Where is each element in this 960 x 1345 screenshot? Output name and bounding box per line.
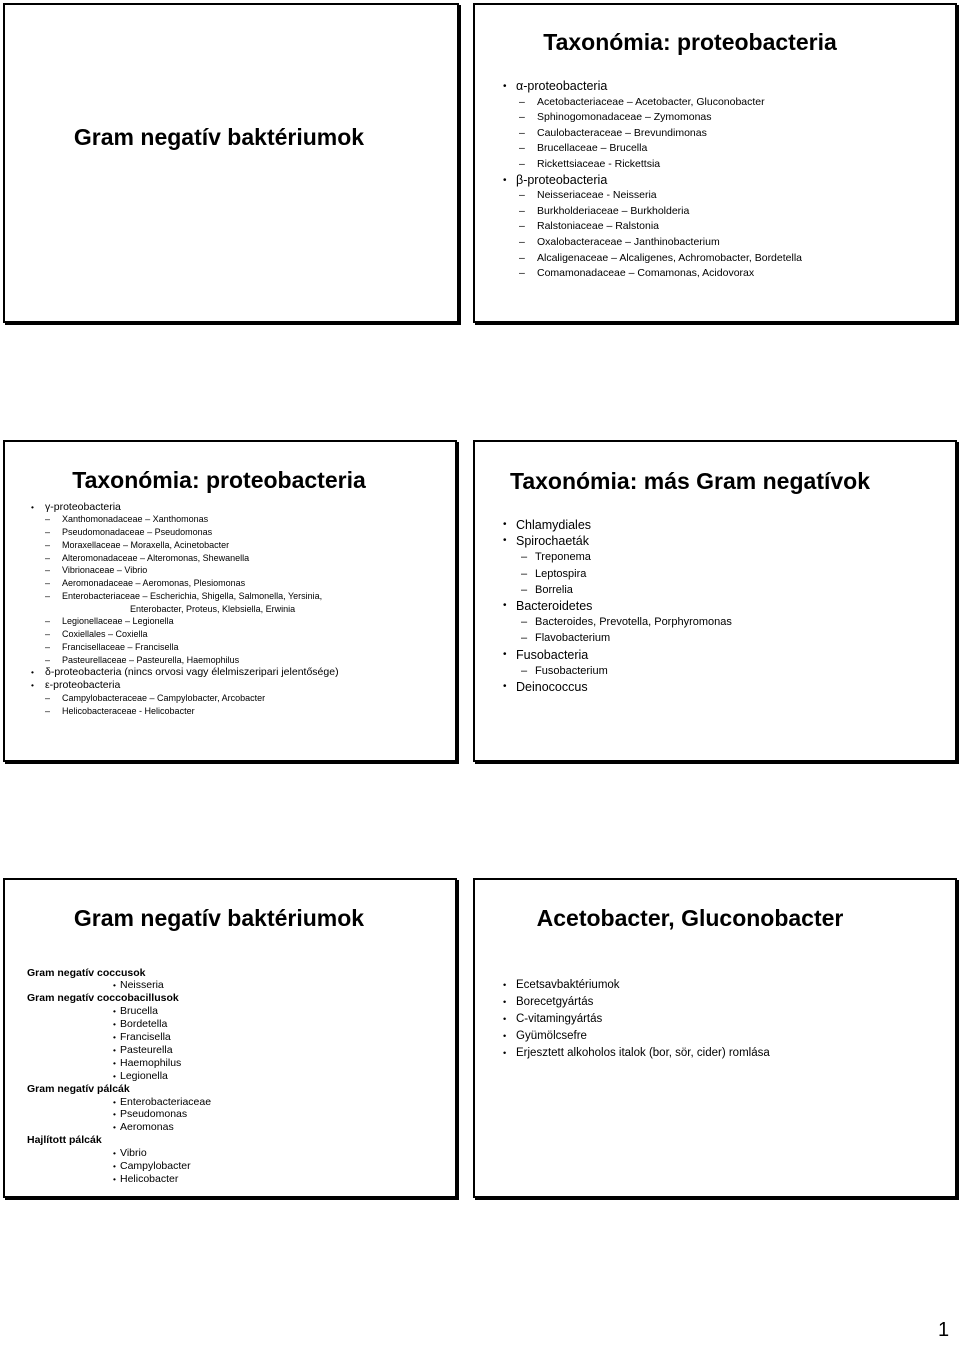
- sub-item: – Leptospira: [475, 566, 955, 582]
- bullet-item: • γ-proteobacteria: [5, 501, 455, 514]
- bullet-list: [475, 517, 955, 695]
- sub-item: – Francisellaceae – Francisella: [5, 641, 455, 654]
- sub-item: – Ralstoniaceae – Ralstonia: [475, 219, 955, 235]
- bullet-item: • Legionella: [5, 1070, 455, 1083]
- sub-item-continuation: Enterobacter, Proteus, Klebsiella, Erwinia: [130, 603, 296, 614]
- bullet-item: • ε-proteobacteria: [5, 679, 455, 692]
- sub-item: – Caulobacteraceae – Brevundimonas: [475, 126, 955, 142]
- sub-item: – Comamonadaceae – Comamonas, Acidovorax: [475, 266, 955, 282]
- bullet-item: • C-vitamingyártás: [475, 1011, 955, 1028]
- slide-6: [473, 878, 957, 1198]
- sub-item: – Borrelia: [475, 582, 955, 598]
- sub-item: – Rickettsiaceae - Rickettsia: [475, 157, 955, 173]
- bullet-item: • Spirochaeták: [475, 533, 955, 549]
- sub-item: – Fusobacterium: [475, 663, 955, 679]
- category-heading: Gram negatív coccobacillusok: [27, 992, 179, 1005]
- bullet-item: • Bacteroidetes: [475, 598, 955, 614]
- sub-item: – Aeromonadaceae – Aeromonas, Plesiomonas: [5, 577, 455, 590]
- slide-title: Gram negatív baktériumok: [73, 124, 365, 150]
- bullet-item: • Pseudomonas: [5, 1108, 455, 1121]
- sub-item: – Enterobacteriaceae – Escherichia, Shigella, Salmonella, Yersinia,: [5, 590, 455, 603]
- bullet-item: • Chlamydiales: [475, 517, 955, 533]
- bullet-item: • Helicobacter: [5, 1173, 455, 1186]
- category-heading: Gram negatív coccusok: [27, 966, 146, 979]
- sub-item: – Campylobacteraceae – Campylobacter, Arcobacter: [5, 692, 455, 705]
- bullet-item: • Enterobacteriaceae: [5, 1096, 455, 1109]
- bullet-item: • β-proteobacteria: [475, 173, 955, 189]
- sub-item: – Acetobacteriaceae – Acetobacter, Gluconobacter: [475, 95, 955, 111]
- slide-title: Acetobacter, Gluconobacter: [536, 905, 844, 931]
- slide-title: Taxonómia: proteobacteria: [72, 467, 366, 493]
- bullet-item: • Fusobacteria: [475, 647, 955, 663]
- sub-item: – Burkholderiaceae – Burkholderia: [475, 204, 955, 220]
- category-heading: Hajlított pálcák: [27, 1134, 102, 1147]
- bullet-item: • Bordetella: [5, 1018, 455, 1031]
- sub-item: – Alcaligenaceae – Alcaligenes, Achromobacter, Bordetella: [475, 251, 955, 267]
- bullet-list: [475, 977, 955, 1062]
- bullet-item: • Deinococcus: [475, 679, 955, 695]
- bullet-item: • Vibrio: [5, 1147, 455, 1160]
- slide-4: [473, 440, 957, 762]
- bullet-list: [5, 967, 455, 1186]
- bullet-item: • Neisseria: [5, 979, 455, 992]
- slide-5: [3, 878, 457, 1198]
- bullet-list: [5, 501, 455, 718]
- bullet-item: • Brucella: [5, 1005, 455, 1018]
- slide-1: [3, 3, 459, 323]
- sub-item: – Flavobacterium: [475, 630, 955, 646]
- sub-item: – Treponema: [475, 549, 955, 565]
- sub-item: – Neisseriaceae - Neisseria: [475, 188, 955, 204]
- slide-2: [473, 3, 957, 323]
- sub-item: – Xanthomonadaceae – Xanthomonas: [5, 513, 455, 526]
- bullet-item: • Ecetsavbaktériumok: [475, 977, 955, 994]
- sub-item: – Bacteroides, Prevotella, Porphyromonas: [475, 614, 955, 630]
- bullet-item: • α-proteobacteria: [475, 79, 955, 95]
- slide-3: [3, 440, 457, 762]
- sub-item: – Alteromonadaceae – Alteromonas, Shewanella: [5, 552, 455, 565]
- slide-title: Taxonómia: proteobacteria: [543, 29, 837, 55]
- sub-item: – Brucellaceae – Brucella: [475, 141, 955, 157]
- bullet-list: [475, 79, 955, 282]
- slide-title: Taxonómia: más Gram negatívok: [509, 468, 870, 494]
- bullet-item: • Francisella: [5, 1031, 455, 1044]
- sub-item: – Vibrionaceae – Vibrio: [5, 564, 455, 577]
- page-number: 1: [938, 1319, 950, 1341]
- sub-item: – Oxalobacteraceae – Janthinobacterium: [475, 235, 955, 251]
- bullet-item: • δ-proteobacteria (nincs orvosi vagy élelmiszeripari jelentősége): [5, 666, 455, 679]
- sub-item: – Sphinogomonadaceae – Zymomonas: [475, 110, 955, 126]
- bullet-item: • Haemophilus: [5, 1057, 455, 1070]
- bullet-item: • Erjesztett alkoholos italok (bor, sör, cider) romlása: [475, 1045, 955, 1062]
- bullet-item: • Borecetgyártás: [475, 994, 955, 1011]
- bullet-item: • Campylobacter: [5, 1160, 455, 1173]
- sub-item: – Coxiellales – Coxiella: [5, 628, 455, 641]
- sub-item: – Moraxellaceae – Moraxella, Acinetobacter: [5, 539, 455, 552]
- sub-item: – Pasteurellaceae – Pasteurella, Haemophilus: [5, 654, 455, 667]
- bullet-item: • Aeromonas: [5, 1121, 455, 1134]
- bullet-item: • Gyümölcsefre: [475, 1028, 955, 1045]
- sub-item: – Helicobacteraceae - Helicobacter: [5, 705, 455, 718]
- sub-item: – Pseudomonadaceae – Pseudomonas: [5, 526, 455, 539]
- sub-item: – Legionellaceae – Legionella: [5, 615, 455, 628]
- slide-title: Gram negatív baktériumok: [73, 905, 365, 931]
- bullet-item: • Pasteurella: [5, 1044, 455, 1057]
- category-heading: Gram negatív pálcák: [27, 1082, 130, 1095]
